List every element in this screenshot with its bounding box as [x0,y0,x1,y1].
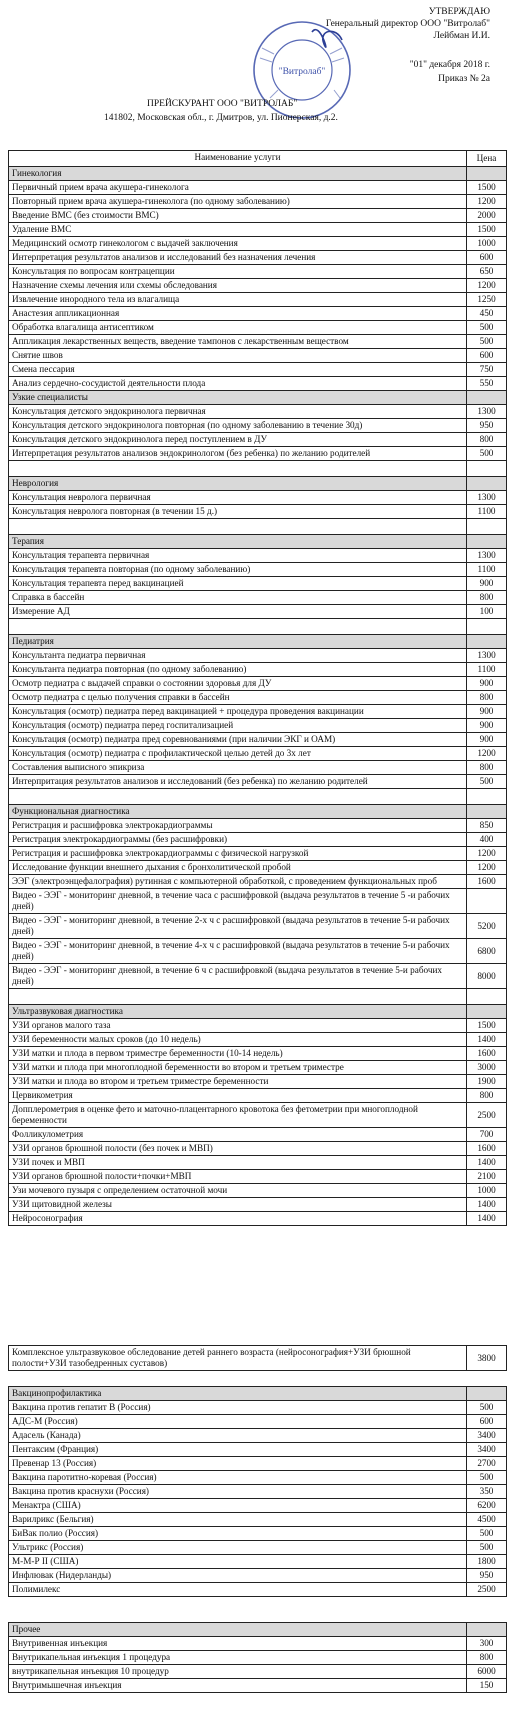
service-price: 2100 [467,1170,507,1184]
service-name: УЗИ органов брюшной полости+почки+МВП [9,1170,467,1184]
service-price: 1900 [467,1075,507,1089]
complex-row [9,1346,507,1371]
section-title: Узкие специалисты [9,391,467,405]
section-price-cell [467,635,507,649]
service-price [467,789,507,805]
section-title: Ультразвуковая диагностика [9,1005,467,1019]
service-name [9,619,467,635]
service-name: ЭЭГ (электроэнцефалография) рутинная с компьютерной обработкой, с проведением функциональных проб [9,875,467,889]
service-name: Консультация (осмотр) педиатра перед вакцинацией + процедура проведения вакцинации [9,705,467,719]
price-row [9,964,507,989]
service-price: 900 [467,677,507,691]
service-name [9,519,467,535]
price-row [9,819,507,833]
service-name: Консультанта педиатра повторная (по одному заболеванию) [9,663,467,677]
price-row [9,1555,507,1569]
section-title: Педиатрия [9,635,467,649]
price-row [9,377,507,391]
service-name: Допплерометрия в оценке фето и маточно-плацентарного кровотока без фетометрии при многоплодной беременности [9,1103,467,1128]
price-row [9,1170,507,1184]
price-row [9,861,507,875]
date-day: "01" [409,60,427,70]
price-row [9,775,507,789]
service-price: 150 [467,1679,507,1693]
service-price: 2000 [467,209,507,223]
service-price: 500 [467,1401,507,1415]
service-name: Внутрикапельная инъекция 1 процедура [9,1651,467,1665]
service-price: 3400 [467,1429,507,1443]
service-price: 300 [467,1637,507,1651]
column-header-price: Цена [467,151,507,167]
director-title: Генеральный директор ООО "Витролаб" [325,19,490,29]
service-price: 500 [467,1527,507,1541]
service-price: 1200 [467,847,507,861]
price-row [9,279,507,293]
service-name: Удаление ВМС [9,223,467,237]
service-name: Консультация детского эндокринолога первичная [9,405,467,419]
price-row [9,433,507,447]
price-row [9,447,507,461]
service-name: Исследование функции внешнего дыхания с бронхолитической пробой [9,861,467,875]
service-price: 1200 [467,279,507,293]
service-name: Аппликация лекарственных веществ, введение тампонов с лекарственным веществом [9,335,467,349]
service-price: 1200 [467,861,507,875]
service-price: 1600 [467,875,507,889]
service-price [467,519,507,535]
section-header-row [9,805,507,819]
service-name: Внутримышечная инъекция [9,1679,467,1693]
service-name: Консультация терапевта перед вакцинацией [9,577,467,591]
service-price [467,619,507,635]
approve-label: УТВЕРЖДАЮ [428,7,490,17]
price-row [9,195,507,209]
service-name: Вакцина против краснухи (Россия) [9,1485,467,1499]
price-row [9,265,507,279]
service-price: 1500 [467,223,507,237]
price-row [9,939,507,964]
service-price: 950 [467,1569,507,1583]
price-row [9,491,507,505]
service-name: Регистрация и расшифровка электрокардиограммы [9,819,467,833]
price-row [9,293,507,307]
service-price: 1300 [467,549,507,563]
service-price: 1250 [467,293,507,307]
price-row [9,1569,507,1583]
service-price: 1100 [467,663,507,677]
service-price: 3800 [467,1346,507,1371]
price-row [9,349,507,363]
service-name: Консультация (осмотр) педиатра с профилактической целью детей до 3х лет [9,747,467,761]
column-header-name: Наименование услуги [9,151,467,167]
price-row [9,705,507,719]
service-price: 900 [467,577,507,591]
service-name: Видео - ЭЭГ - мониторинг дневной, в течение 4-х ч с расшифровкой (выдача результатов в течение 5-и рабочих дней) [9,939,467,964]
service-price: 600 [467,251,507,265]
service-name: АДС-М (Россия) [9,1415,467,1429]
service-name: УЗИ органов брюшной полости (без почек и МВП) [9,1142,467,1156]
section-price-cell [467,1387,507,1401]
service-price: 1400 [467,1033,507,1047]
service-price: 1600 [467,1047,507,1061]
section-header-row [9,1623,507,1637]
service-price: 500 [467,775,507,789]
service-name: Менактра (США) [9,1499,467,1513]
service-name: Консультация терапевта первичная [9,549,467,563]
service-name: Обработка влагалища антисептиком [9,321,467,335]
service-name: Консультация (осмотр) педиатра перед госпитализацией [9,719,467,733]
service-price: 1300 [467,649,507,663]
price-row [9,1499,507,1513]
section-price-cell [467,535,507,549]
service-price: 500 [467,447,507,461]
service-price: 1100 [467,563,507,577]
service-price [467,461,507,477]
service-name: Регистрация и расшифровка электрокардиограммы с физической нагрузкой [9,847,467,861]
service-price: 6200 [467,1499,507,1513]
company-address: 141802, Московская обл., г. Дмитров, ул. Пионерская, д.2. [104,113,338,123]
price-row [9,1679,507,1693]
price-row [9,719,507,733]
service-name: Консультация невролога повторная (в течении 15 д.) [9,505,467,519]
service-name: Цервикометрия [9,1089,467,1103]
service-price: 1000 [467,1184,507,1198]
service-price: 900 [467,733,507,747]
order-number: Приказ № 2а [438,74,490,84]
service-name [9,989,467,1005]
service-name: Составления выписного эпикриза [9,761,467,775]
price-row [9,1457,507,1471]
service-name: Введение ВМС (без стоимости ВМС) [9,209,467,223]
service-name: Узи мочевого пузыря с определением остаточной мочи [9,1184,467,1198]
price-row [9,577,507,591]
service-price: 1100 [467,505,507,519]
service-price: 1400 [467,1156,507,1170]
price-row [9,605,507,619]
price-row [9,1089,507,1103]
service-name: Превенар 13 (Россия) [9,1457,467,1471]
section-price-cell [467,1623,507,1637]
price-row [9,419,507,433]
service-name: внутрикапельная инъекция 10 процедур [9,1665,467,1679]
service-price: 1500 [467,181,507,195]
section-title: Прочее [9,1623,467,1637]
service-name: Видео - ЭЭГ - мониторинг дневной, в течение 2-х ч с расшифровкой (выдача результатов в течение 5-и рабочих дней) [9,914,467,939]
section-header-row [9,535,507,549]
service-price: 1200 [467,747,507,761]
service-name: УЗИ щитовидной железы [9,1198,467,1212]
price-row [9,1651,507,1665]
price-row [9,363,507,377]
price-row [9,889,507,914]
section-title: Функциональная диагностика [9,805,467,819]
service-name: Консультация детского эндокринолога перед поступлением в ДУ [9,433,467,447]
service-price: 500 [467,335,507,349]
service-name: УЗИ матки и плода в первом триместре беременности (10-14 недель) [9,1047,467,1061]
service-price: 800 [467,1089,507,1103]
service-price [467,989,507,1005]
price-row [9,733,507,747]
service-name: Консультация детского эндокринолога повторная (по одному заболеванию в течение 30д) [9,419,467,433]
section-header-row [9,391,507,405]
section-title: Гинекология [9,167,467,181]
service-name: Консультация терапевта повторная (по одному заболеванию) [9,563,467,577]
service-price: 600 [467,1415,507,1429]
price-row [9,1198,507,1212]
service-name: Медицинский осмотр гинекологом с выдачей заключения [9,237,467,251]
service-price: 1800 [467,1555,507,1569]
service-price: 1300 [467,405,507,419]
service-price: 500 [467,321,507,335]
price-row [9,335,507,349]
service-price: 5200 [467,914,507,939]
service-price: 800 [467,1651,507,1665]
service-name: Вакцина паротитно-коревая (Россия) [9,1471,467,1485]
service-price: 800 [467,591,507,605]
section-header-row [9,1005,507,1019]
section-title: Вакцинопрофилактика [9,1387,467,1401]
service-name: Фолликулометрия [9,1128,467,1142]
price-row [9,549,507,563]
service-price: 2500 [467,1583,507,1597]
service-name: Справка в бассейн [9,591,467,605]
price-row [9,181,507,195]
service-price: 600 [467,349,507,363]
service-name: Интерпретация результатов анализов эндокринологом (без ребенка) по желанию родителей [9,447,467,461]
service-price: 2500 [467,1103,507,1128]
price-row [9,1212,507,1226]
service-price: 900 [467,719,507,733]
price-row [9,691,507,705]
section-price-cell [467,477,507,491]
price-row [9,833,507,847]
service-name: Видео - ЭЭГ - мониторинг дневной, в течение часа с расшифровкой (выдача результатов в течение 5 -и рабочих дней) [9,889,467,914]
price-row [9,209,507,223]
price-row [9,1047,507,1061]
price-row [9,1443,507,1457]
service-price: 950 [467,419,507,433]
price-row [9,251,507,265]
price-row [9,989,507,1005]
price-row [9,677,507,691]
price-row [9,789,507,805]
service-name: Консультация (осмотр) педиатра пред соревнованиями (при наличии ЭКГ и ОАМ) [9,733,467,747]
service-price: 1200 [467,195,507,209]
section-price-cell [467,805,507,819]
service-name: УЗИ беременности малых сроков (до 10 недель) [9,1033,467,1047]
price-row [9,563,507,577]
service-name: Адасель (Канада) [9,1429,467,1443]
price-row [9,1485,507,1499]
service-name: Первичный прием врача акушера-гинеколога [9,181,467,195]
section-header-row [9,1387,507,1401]
price-row [9,1103,507,1128]
service-name: Вакцина против гепатит В (Россия) [9,1401,467,1415]
price-row [9,1033,507,1047]
section-title: Неврология [9,477,467,491]
service-price: 6800 [467,939,507,964]
price-row [9,619,507,635]
service-price: 900 [467,705,507,719]
service-name: Консультанта педиатра первичная [9,649,467,663]
price-row [9,307,507,321]
price-row [9,1513,507,1527]
service-price: 1400 [467,1212,507,1226]
price-row [9,747,507,761]
service-price: 450 [467,307,507,321]
service-price: 800 [467,433,507,447]
service-price: 8000 [467,964,507,989]
price-row [9,1415,507,1429]
service-price: 850 [467,819,507,833]
service-name: Пентаксим (Франция) [9,1443,467,1457]
service-price: 500 [467,1471,507,1485]
section-price-cell [467,167,507,181]
price-row [9,1637,507,1651]
price-row [9,761,507,775]
service-name: Повторный прием врача акушера-гинеколога (по одному заболеванию) [9,195,467,209]
price-row [9,1128,507,1142]
price-row [9,847,507,861]
price-row [9,1541,507,1555]
service-price: 350 [467,1485,507,1499]
service-name: УЗИ матки и плода при многоплодной беременности во втором и третьем триместре [9,1061,467,1075]
service-price: 100 [467,605,507,619]
price-row [9,505,507,519]
price-row [9,1471,507,1485]
service-price: 500 [467,1541,507,1555]
service-price: 550 [467,377,507,391]
price-row [9,914,507,939]
service-name: Нейросонография [9,1212,467,1226]
director-name: Лейбман И.И. [433,31,490,41]
document-title: ПРЕЙСКУРАНТ ООО "ВИТРОЛАБ" [147,99,298,109]
service-price: 1600 [467,1142,507,1156]
service-name: Осмотр педиатра с целью получения справки в бассейн [9,691,467,705]
service-name: Комплексное ультразвуковое обследование детей раннего возраста (нейросонография+УЗИ брюшной полости+УЗИ тазобедренных суставов) [9,1346,467,1371]
section-header-row [9,167,507,181]
price-row [9,591,507,605]
service-name: Консультация невролога первичная [9,491,467,505]
section-price-cell [467,1005,507,1019]
approval-date [410,59,490,71]
service-name: Внутривенная инъекция [9,1637,467,1651]
service-price: 4500 [467,1513,507,1527]
section-header-row [9,635,507,649]
price-row [9,321,507,335]
service-price: 2700 [467,1457,507,1471]
service-name: Полимилекс [9,1583,467,1597]
service-price: 1400 [467,1198,507,1212]
price-row [9,663,507,677]
service-name: УЗИ органов малого таза [9,1019,467,1033]
date-rest: декабря 2018 г. [426,60,490,70]
price-row [9,875,507,889]
price-row [9,1075,507,1089]
section-header-row [9,477,507,491]
service-name: УЗИ матки и плода во втором и третьем триместре беременности [9,1075,467,1089]
price-row [9,405,507,419]
price-table-main [8,150,507,1226]
price-row [9,237,507,251]
service-name [9,461,467,477]
service-price [467,889,507,914]
service-name: УЗИ почек и МВП [9,1156,467,1170]
service-price: 800 [467,691,507,705]
service-price: 3400 [467,1443,507,1457]
price-row [9,519,507,535]
price-row [9,1527,507,1541]
section-title: Терапия [9,535,467,549]
service-name: Смена пессария [9,363,467,377]
service-name: Интерпритация результатов анализов и исследований (без ребенка) по желанию родителей [9,775,467,789]
price-row [9,1142,507,1156]
service-price: 700 [467,1128,507,1142]
service-name: Извлечение инородного тела из влагалища [9,293,467,307]
service-name: Инфлювак (Нидерланды) [9,1569,467,1583]
service-price: 800 [467,761,507,775]
price-table-other [8,1622,507,1693]
price-row [9,1429,507,1443]
service-price: 1300 [467,491,507,505]
price-row [9,649,507,663]
service-name: М-М-Р II (США) [9,1555,467,1569]
price-table-vaccines [8,1386,507,1597]
service-name: БиВак полио (Россия) [9,1527,467,1541]
price-row [9,1583,507,1597]
price-row [9,1184,507,1198]
stamp-text: "Витролаб" [278,67,326,77]
service-name: Анастезия аппликационная [9,307,467,321]
service-name: Осмотр педиатра с выдачей справки о состоянии здоровья для ДУ [9,677,467,691]
service-price: 750 [467,363,507,377]
service-name: Консультация по вопросам контрацепции [9,265,467,279]
price-row [9,1401,507,1415]
price-table-complex [8,1345,507,1371]
table-header-row [9,151,507,167]
service-price: 1500 [467,1019,507,1033]
service-price: 6000 [467,1665,507,1679]
service-name: Анализ сердечно-сосудистой деятельности плода [9,377,467,391]
section-price-cell [467,391,507,405]
price-row [9,223,507,237]
price-row [9,1156,507,1170]
service-name: Назначение схемы лечения или схемы обследования [9,279,467,293]
service-name: Интерпретация результатов анализов и исследований без назначения лечения [9,251,467,265]
service-price: 400 [467,833,507,847]
price-row [9,1665,507,1679]
service-price: 1000 [467,237,507,251]
price-row [9,461,507,477]
service-name: Снятие швов [9,349,467,363]
service-price: 3000 [467,1061,507,1075]
service-name: Видео - ЭЭГ - мониторинг дневной, в течение 6 ч с расшифровкой (выдача результатов в течение 5-и рабочих дней) [9,964,467,989]
service-price: 650 [467,265,507,279]
service-name: Измерение АД [9,605,467,619]
price-row [9,1061,507,1075]
service-name: Варилрикс (Бельгия) [9,1513,467,1527]
price-row [9,1019,507,1033]
service-name: Ультрикс (Россия) [9,1541,467,1555]
service-name: Регистрация электрокардиограммы (без расшифровки) [9,833,467,847]
service-name [9,789,467,805]
